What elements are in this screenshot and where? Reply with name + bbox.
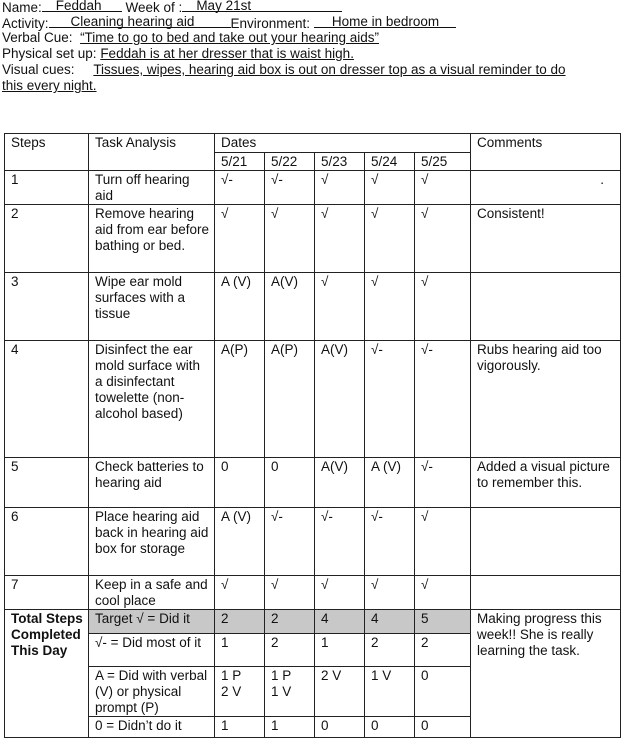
task-description: Remove hearing aid from ear before bathing or bed. (89, 205, 215, 273)
totals-value: 2 V (315, 667, 365, 717)
task-description: Check batteries to hearing aid (89, 458, 215, 508)
activity-label: Activity: (2, 16, 49, 31)
physical-setup-line (2, 46, 354, 62)
progress-mark: √- (415, 458, 471, 508)
totals-comment: Making progress this week!! She is really learning the task. (471, 610, 621, 738)
step-comment: . (471, 171, 621, 205)
table-row (5, 576, 621, 610)
totals-value: 2 (265, 610, 315, 634)
visual-cues-value-line2: this every night. (2, 78, 97, 93)
totals-value: 5 (415, 610, 471, 634)
task-description: Disinfect the ear mold surface with a disinfectant towelette (non-alcohol based) (89, 341, 215, 458)
progress-mark: A (V) (215, 508, 265, 576)
progress-mark: √- (415, 341, 471, 458)
progress-mark: √ (315, 273, 365, 341)
step-number: 2 (5, 205, 89, 273)
totals-value: 0 (315, 717, 365, 738)
progress-mark: √ (365, 576, 415, 610)
table-row (5, 508, 621, 576)
step-number: 3 (5, 273, 89, 341)
progress-mark: √ (365, 171, 415, 205)
totals-legend: 0 = Didn’t do it (89, 717, 215, 738)
step-comment (471, 576, 621, 610)
progress-mark: A(P) (215, 341, 265, 458)
progress-mark: √ (415, 273, 471, 341)
table-row (5, 273, 621, 341)
totals-value: 2 (415, 634, 471, 667)
totals-value: 0 (415, 667, 471, 717)
task-description: Keep in a safe and cool place (89, 576, 215, 610)
progress-mark: √ (315, 205, 365, 273)
totals-legend: Target √ = Did it (89, 610, 215, 634)
totals-value: 1 P 2 V (215, 667, 265, 717)
step-number: 1 (5, 171, 89, 205)
progress-mark: A(V) (315, 341, 365, 458)
progress-mark: √ (415, 205, 471, 273)
progress-mark: A (V) (365, 458, 415, 508)
progress-mark: √- (365, 341, 415, 458)
progress-mark: A(V) (265, 273, 315, 341)
step-comment: Rubs hearing aid too vigorously. (471, 341, 621, 458)
totals-value: 1 (315, 634, 365, 667)
step-number: 7 (5, 576, 89, 610)
progress-mark: √ (265, 576, 315, 610)
progress-mark: √- (315, 508, 365, 576)
progress-mark: √ (265, 205, 315, 273)
progress-mark: √ (415, 576, 471, 610)
totals-value: 1 P 1 V (265, 667, 315, 717)
environment-label: Environment: (230, 16, 311, 31)
progress-mark: A(V) (315, 458, 365, 508)
totals-value: 1 (215, 634, 265, 667)
progress-mark: √- (365, 508, 415, 576)
comments-header: Comments (471, 134, 621, 171)
physical-setup-value: Feddah is at her dresser that is waist high. (100, 46, 354, 61)
totals-value: 2 (215, 610, 265, 634)
totals-row (5, 610, 621, 634)
task-analysis-table (4, 133, 621, 738)
verbal-cue-label: Verbal Cue: (2, 30, 73, 45)
physical-setup-label: Physical set up: (2, 46, 97, 61)
progress-mark: √- (265, 171, 315, 205)
progress-mark: √- (215, 171, 265, 205)
progress-mark: √ (315, 171, 365, 205)
visual-cues-label: Visual cues: (2, 62, 75, 77)
table-row (5, 171, 621, 205)
week-value: May 21st (196, 0, 252, 13)
progress-mark: 0 (215, 458, 265, 508)
task-description: Turn off hearing aid (89, 171, 215, 205)
date-header: 5/25 (415, 153, 471, 171)
totals-value: 0 (415, 717, 471, 738)
totals-value: 2 (265, 634, 315, 667)
verbal-cue-value: “Time to go to bed and take out your hearing aids” (80, 30, 379, 45)
totals-value: 2 (365, 634, 415, 667)
step-number: 6 (5, 508, 89, 576)
progress-mark: A(P) (265, 341, 315, 458)
totals-value: 1 (215, 717, 265, 738)
table-row (5, 341, 621, 458)
totals-label: Total Steps Completed This Day (5, 610, 89, 738)
progress-mark: √ (215, 576, 265, 610)
table-row (5, 205, 621, 273)
activity-value: Cleaning hearing aid (70, 14, 195, 29)
step-comment (471, 273, 621, 341)
totals-value: 4 (315, 610, 365, 634)
date-header: 5/23 (315, 153, 365, 171)
progress-mark: √ (415, 171, 471, 205)
step-comment (471, 508, 621, 576)
progress-mark: √ (415, 508, 471, 576)
totals-legend: A = Did with verbal (V) or physical prompt (P) (89, 667, 215, 717)
step-comment: Consistent! (471, 205, 621, 273)
name-label: Name: (2, 0, 42, 15)
step-number: 5 (5, 458, 89, 508)
totals-value: 4 (365, 610, 415, 634)
task-description: Wipe ear mold surfaces with a tissue (89, 273, 215, 341)
progress-mark: √ (215, 205, 265, 273)
date-header: 5/22 (265, 153, 315, 171)
step-number: 4 (5, 341, 89, 458)
progress-mark: A (V) (215, 273, 265, 341)
totals-value: 1 (265, 717, 315, 738)
progress-mark: √ (365, 205, 415, 273)
task-description: Place hearing aid back in hearing aid box for storage (89, 508, 215, 576)
verbal-cue-line (2, 30, 379, 46)
task-analysis-header: Task Analysis (89, 134, 215, 171)
steps-header: Steps (5, 134, 89, 171)
progress-mark: √ (365, 273, 415, 341)
name-value: Feddah (55, 0, 102, 13)
visual-cues-value-line1: Tissues, wipes, hearing aid box is out on dresser top as a visual reminder to do (93, 62, 566, 77)
week-label: Week of : (125, 0, 183, 15)
totals-value: 0 (365, 717, 415, 738)
environment-value: Home in bedroom (331, 14, 440, 29)
visual-cues-line (2, 62, 566, 78)
table-row (5, 458, 621, 508)
visual-cues-line2 (2, 78, 97, 94)
progress-mark: √ (315, 576, 365, 610)
totals-legend: √- = Did most of it (89, 634, 215, 667)
step-comment: Added a visual picture to remember this. (471, 458, 621, 508)
progress-mark: 0 (265, 458, 315, 508)
dates-header: Dates (215, 134, 471, 153)
date-header: 5/21 (215, 153, 265, 171)
date-header: 5/24 (365, 153, 415, 171)
progress-mark: √- (265, 508, 315, 576)
totals-value: 1 V (365, 667, 415, 717)
